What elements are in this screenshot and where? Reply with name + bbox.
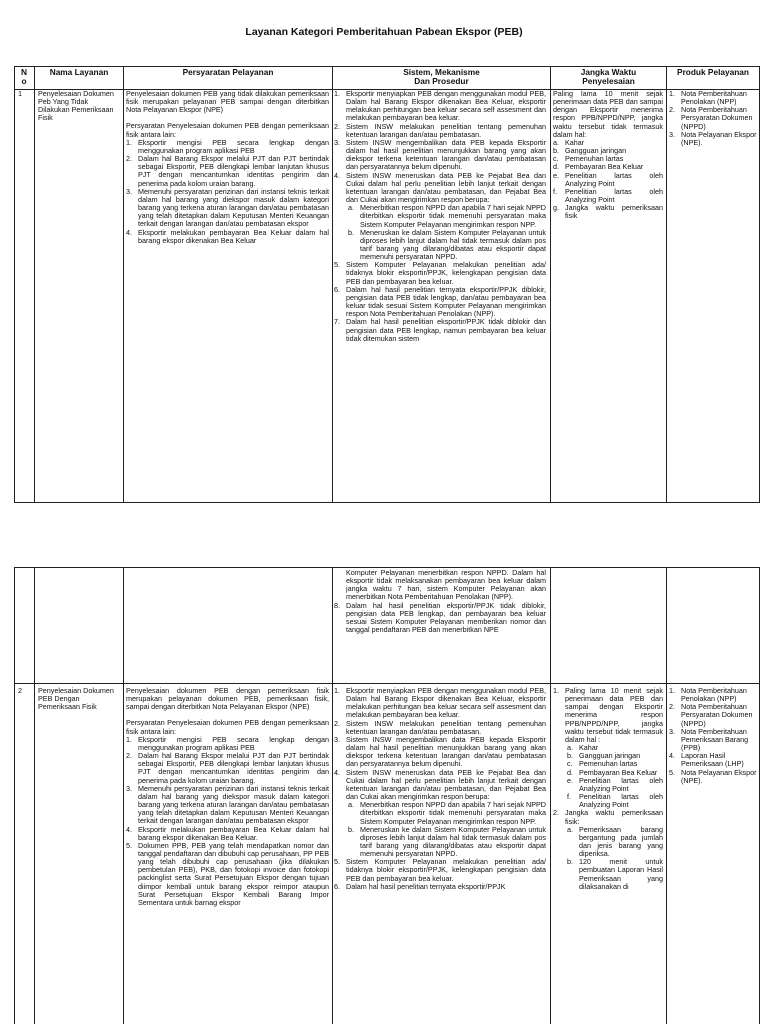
row1-no: 1	[18, 89, 22, 98]
list-item: 5. Dokumen PPB, PEB yang telah mendapatkan nomor dan tanggal pendaftaran dan dibubuhi cap perusahaan, PP PEB yang telah dibubuhi cap perusahaan (jika dilakukan pembetulan PEB), PKB, dan fotokopi invoice dan fotokopi packinglist serta Surat Persetujuan Ekspor dengan tujuan diimpor kembali untuk barang ekspor reimpor ataupun Surat Persetujuan Ekspor Kembali Barang Impor Sementara untuk barnag ekspor	[126, 840, 329, 907]
list-item: b. Gangguan jaringan	[567, 751, 641, 761]
list-item: 5. Sistem Komputer Pelayanan melakukan penelitian ada/ tidaknya blokir eksportir/PPJK, kelengkapan pengisian data PEB dan pembayaran bea keluar.	[334, 260, 546, 286]
row2-no: 2	[18, 686, 22, 695]
list-item: a. Pemeriksaan barang bergantung pada jumlah dan jenis barang yang diperiksa.	[567, 824, 663, 859]
list-item: 2. Dalam hal Barang Ekspor melalui PJT dan PJT bertindak sebagai Eksportir, PEB dilengkapi lembar lanjutan khusus PJT dengan mencantumkan identitas pengirim dan penerima pada kolom uraian barang.	[126, 751, 329, 785]
list-item: 4. Laporan Hasil Pemeriksaan (LHP)	[669, 751, 744, 769]
row2-produk	[669, 687, 757, 785]
list-item: 3. Memenuhi persyaratan perizinan dari instansi teknis terkait dalam hal barang yang diekspor masuk dalam kategori barang yang terkena aturan larangan dan/atau pembatasan yang telah ditetapkan dalam Keputusan Menteri Keuangan terkait dengan larangan dan/atau pembatasan ekspor	[126, 186, 329, 229]
list-item: f. Penelitian lartas oleh Analyzing Point	[567, 792, 663, 810]
list-item: 4. Sistem INSW meneruskan data PEB ke Pejabat Bea dan Cukai dalam hal perlu penelitian lebih lanjut terkait dengan ketentuan larangan dan/atau pembatasan, dan Pejabat Bea dan Cukai akan mengirimkan respon berupa: a. Menerbitkan respon NPPD dan apabila 7 hari sejak NPPD diterbitkan eksportir tidak memenuhi persyaratan maka Sistem Komputer Pelayanan mengirimkan respon NPP. b. Meneruskan ke dalam Sistem Komputer Pelayanan untuk diproses lebih lanjut dalam hal tidak termasuk dalam pos tarif barang yang dilarang/dibatas atau eksportir dapat memenuhi persyaratan NPPD.	[334, 767, 546, 859]
list-item: d. Pembayaran Bea Keluar	[567, 767, 658, 777]
header-jangka-waktu: Jangka Waktu Penyelesaian	[580, 67, 637, 86]
row1-jangka-waktu	[553, 90, 663, 221]
list-item: 1. Eksportir mengisi PEB secara lengkap dengan menggunakan program aplikasi PEB	[126, 137, 329, 155]
row1-pers-intro2: Persyaratan Penyelesaian dokumen PEB dengan pemeriksaan fisik antara lain:	[126, 121, 329, 139]
list-item: 3. Memenuhi persyaratan perizinan dari instansi teknis terkait dalam hal barang yang diekspor masuk dalam kategori barang yang terkena aturan larangan dan/atau pembatasan yang telah ditetapkan dalam Keputusan Menteri Keuangan terkait dengan larangan dan/atau pembatasan ekspor	[126, 783, 329, 826]
list-item: 8. Dalam hal hasil penelitian eksportir/PPJK tidak diblokir, pengisian data PEB lengkap, dan pembayaran bea keluar sesuai Sistem Komputer Pelayanan memberikan nomor dan tanggal pendaftaran PEB dan menerbitkan NPE	[334, 600, 546, 635]
list-item: c. Pemenuhan lartas	[567, 759, 638, 769]
row1-jangka-intro: Paling lama 10 menit sejak penerimaan data PEB dan sampai dengan Eksportir menerima respon PPB/NPPD/NPP, jangka waktu tersebut tidak termasuk dalam hal:	[553, 89, 663, 139]
list-item: b. 120 menit untuk pembuatan Laporan Hasil Pemeriksaan yang dilaksanakan di	[567, 857, 663, 891]
list-item: 3. Sistem INSW mengembalikan data PEB kepada Eksportir dalam hal hasil penelitian menunjukkan barang yang akan diekspor terkena ketentuan larangan dan/atau pembatasan dan persyaratannya belum dipenuhi.	[334, 137, 546, 172]
row2-sistem	[334, 687, 546, 891]
list-item: a. Menerbitkan respon NPPD dan apabila 7 hari sejak NPPD diterbitkan eksportir tidak memenuhi persyaratan maka Sistem Komputer Pelayanan mengirimkan respon NPP.	[348, 203, 546, 229]
list-item: b. Meneruskan ke dalam Sistem Komputer Pelayanan untuk diproses lebih lanjut dalam hal tidak termasuk dalam pos tarif barang yang dilarang/dibatas atau eksportir dapat memenuhi persyaratan NPPD.	[348, 824, 546, 859]
continuation-sistem	[334, 569, 546, 634]
table-page-2	[14, 567, 760, 1024]
list-item: 1. Eksportir mengisi PEB secara lengkap dengan menggunakan program aplikasi PEB	[126, 734, 329, 752]
row2-persyaratan	[126, 687, 329, 907]
list-item: e. Penelitian lartas oleh Analyzing Point	[567, 775, 663, 793]
list-item: 4. Sistem INSW meneruskan data PEB ke Pejabat Bea dan Cukai dalam hal perlu penelitian lebih lanjut terkait dengan ketentuan larangan dan/atau pembatasan, dan Pejabat Bea dan Cukai akan mengirimkan respon berupa: a. Menerbitkan respon NPPD dan apabila 7 hari sejak NPPD diterbitkan eksportir tidak memenuhi persyaratan maka Sistem Komputer Pelayanan mengirimkan respon NPP. b. Meneruskan ke dalam Sistem Komputer Pelayanan untuk diproses lebih lanjut dalam hal tidak termasuk dalam pos tarif barang yang dilarang/dibatas atau eksportir dapat memenuhi persyaratan NPPD.	[334, 170, 546, 262]
list-item: g. Jangka waktu pemeriksaan fisik	[553, 203, 663, 221]
header-persyaratan: Persyaratan Pelayanan	[182, 67, 274, 77]
list-item: 3. Nota Pelayanan Ekspor (NPE).	[669, 129, 757, 147]
list-item: a. Menerbitkan respon NPPD dan apabila 7 hari sejak NPPD diterbitkan eksportir tidak memenuhi persyaratan maka Sistem Komputer Pelayanan mengirimkan respon NPP.	[348, 800, 546, 826]
row2-jangka-waktu	[553, 687, 663, 891]
list-item: 4. Eksportir melakukan pembayaran Bea Keluar dalam hal barang ekspor dikenakan Bea Keluar.	[126, 824, 329, 842]
row2-pers-intro: Penyelesaian dokumen PEB dengan pemeriksaan fisik merupakan pelayanan dokumen PEB, pemeriksaan fisik, sampai dengan diterbitkan Nota Pelayanan Ekspor (NPE)	[126, 686, 329, 712]
list-item: a. Kahar	[567, 743, 599, 753]
list-item: 5. Nota Pelayanan Ekspor (NPE).	[669, 767, 757, 785]
list-item: 1. Nota Pemberitahuan Penolakan (NPP)	[669, 89, 747, 107]
list-item: 3. Sistem INSW mengembalikan data PEB kepada Eksportir dalam hal hasil penelitian menunjukkan barang yang akan diekspor terkena ketentuan larangan dan/atau pembatasan dan persyaratannya belum dipenuhi.	[334, 734, 546, 769]
list-item: 5. Sistem Komputer Pelayanan melakukan penelitian ada/ tidaknya blokir eksportir/PPJK, kelengkapan pengisian data PEB dan pembayaran bea keluar.	[334, 857, 546, 883]
list-item: 2. Jangka waktu pemeriksaan fisik: a. Pemeriksaan barang bergantung pada jumlah dan jenis barang yang diperiksa. b. 120 menit untuk pembuatan Laporan Hasil Pemeriksaan yang dilaksanakan di	[553, 808, 663, 891]
header-produk: Produk Pelayanan	[677, 67, 749, 77]
list-item: 1. Paling lama 10 menit sejak penerimaan data PEB dan sampai dengan Eksportir menerima respon PPB/NPPD/NPP, jangka waktu tersebut tidak termasuk dalam hal : a. Kahar b. Gangguan jaringan c. Pemenuhan lartas d. Pembayaran Bea Keluar e. Penelitian lartas oleh Analyzing Point f. Penelitian lartas oleh Analyzing Point	[553, 686, 663, 810]
list-item: d. Pembayaran Bea Keluar	[553, 162, 644, 172]
list-item: 4. Eksportir melakukan pembayaran Bea Keluar dalam hal barang ekspor dikenakan Bea Keluar	[126, 227, 329, 245]
list-item: 6. Dalam hal hasil penelitian ternyata eksportir/PPJK	[334, 881, 506, 891]
row1-pers-intro: Penyelesaian dokumen PEB yang tidak dilakukan pemeriksaan fisik merupakan pelayanan PEB sampai dengan diterbitkan Nota Pelayanan Ekspor (NPE)	[126, 89, 329, 115]
list-item: b. Meneruskan ke dalam Sistem Komputer Pelayanan untuk diproses lebih lanjut dalam hal tidak termasuk dalam pos tarif barang yang dilarang/dibatas atau eksportir dapat memenuhi persyaratan NPPD.	[348, 227, 546, 262]
list-item: b. Gangguan jaringan	[553, 146, 627, 156]
row2-nama-layanan: Penyelesaian Dokumen PEB Dengan Pemeriksaan Fisik	[38, 686, 114, 712]
header-no: N o	[21, 67, 27, 86]
list-item: 2. Dalam hal Barang Ekspor melalui PJT dan PJT bertindak sebagai Eksportir, PEB dilengkapi lembar lanjutan khusus PJT dengan mencantumkan identitas pengirim dan penerima pada kolom uraian barang.	[126, 154, 329, 188]
header-nama-layanan: Nama Layanan	[49, 67, 109, 77]
continuation-text: Komputer Pelayanan menerbitkan respon NPPD. Dalam hal eksportir tidak melaksanakan pembayaran bea keluar dalam jangka waktu 7 hari, sistem Komputer Pelayanan akan menerbitkan Nota Pemberitahuan Penolakan (NPP).	[346, 568, 546, 602]
list-item: c. Pemenuhan lartas	[553, 154, 624, 164]
row1-persyaratan	[126, 90, 329, 245]
list-item: 1. Eksportir menyiapkan PEB dengan menggunakan modul PEB, Dalam hal Barang Ekspor dikenakan Bea Keluar, eksportir melakukan perhitungan bea keluar secara self assesment dan melakukan pembayaran bea keluar.	[334, 89, 546, 123]
header-sistem: Sistem, Mekanisme Dan Prosedur	[403, 67, 480, 86]
list-item: 1. Nota Pemberitahuan Penolakan (NPP)	[669, 686, 747, 704]
list-item: e. Penelitian lartas oleh Analyzing Point	[553, 170, 663, 188]
list-item: a. Kahar	[553, 137, 585, 147]
list-item: f. Penelitian lartas oleh Analyzing Point	[553, 186, 663, 205]
list-item: 6. Dalam hal hasil penelitian ternyata eksportir/PPJK diblokir, pengisian data PEB tidak lengkap, dan/atau pembayaran bea keluar tidak sesuai Sistem Komputer Pelayanan mengirimkan respon Nota Pemberitahuan Penolakan (NPP).	[334, 284, 546, 319]
list-item: 2. Nota Pemberitahuan Persyaratan Dokumen (NPPD)	[669, 702, 753, 728]
list-item: 2. Sistem INSW melakukan penelitian tentang pemenuhan ketentuan larangan dan/atau pembatasan.	[334, 121, 546, 139]
row1-produk	[669, 90, 757, 147]
list-item: 7. Dalam hal hasil penelitian eksportir/PPJK tidak diblokir dan pengisian data PEB lengkap, namun pembayaran bea keluar tidak ditemukan sistem	[334, 317, 546, 343]
list-item: 1. Eksportir menyiapkan PEB dengan menggunakan modul PEB, Dalam hal Barang Ekspor dikenakan Bea Keluar, eksportir melakukan perhitungan bea keluar secara self assesment dan melakukan pembayaran bea keluar.	[334, 686, 546, 720]
row2-pers-intro2: Persyaratan Penyelesaian dokumen PEB dengan pemeriksaan fisik antara lain:	[126, 718, 329, 736]
document-title: Layanan Kategori Pemberitahuan Pabean Ekspor (PEB)	[245, 26, 523, 38]
row1-nama-layanan: Penyelesaian Dokumen Peb Yang Tidak Dilakukan Pemeriksaan Fisik	[38, 89, 114, 123]
table-page-1	[14, 66, 760, 503]
list-item: 3. Nota Pemberitahuan Pemeriksaan Barang (PPB)	[669, 726, 749, 753]
row1-sistem	[334, 90, 546, 343]
list-item: 2. Sistem INSW melakukan penelitian tentang pemenuhan ketentuan larangan dan/atau pembatasan.	[334, 718, 546, 736]
list-item: 2. Nota Pemberitahuan Persyaratan Dokumen (NPPD)	[669, 105, 753, 131]
